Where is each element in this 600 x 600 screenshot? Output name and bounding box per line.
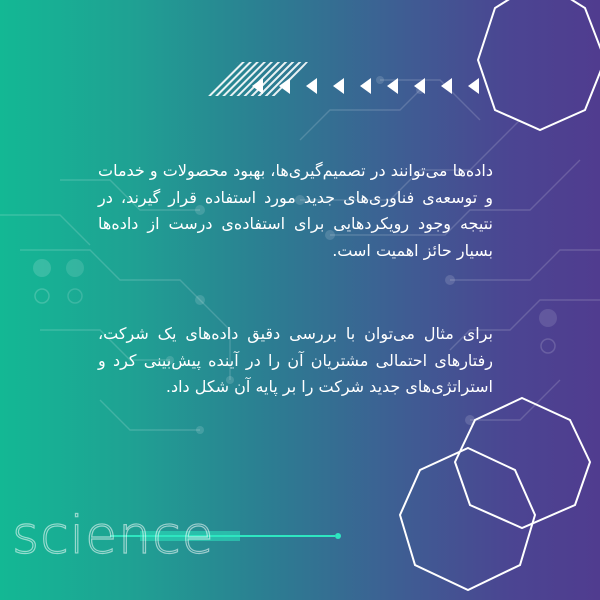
striped-accent-shape <box>208 62 308 96</box>
arrow-icon <box>360 78 371 94</box>
arrow-icon <box>468 78 479 94</box>
arrow-icon <box>441 78 452 94</box>
heptagon-bottom-right <box>400 448 535 590</box>
paragraph-2: برای مثال می‌توان با بررسی دقیق داده‌های یک شرکت، رفتارهای احتمالی مشتریان آن را در آینده پیش‌بینی کرد و استراتژی‌های جدید شرکت را بر پایه آن شکل داد. <box>98 324 493 396</box>
arrow-icon <box>306 78 317 94</box>
arrow-icon <box>333 78 344 94</box>
watermark-word: science <box>12 506 215 566</box>
heptagon-top-right <box>478 0 600 130</box>
heptagon-outlines <box>400 0 600 590</box>
paragraph-1: داده‌ها می‌توانند در تصمیم‌گیری‌ها، بهبود محصولات و خدمات و توسعه‌ی فناوری‌های جدید مورد استفاده قرار گیرند، در نتیجه وجود رویکردهایی برای استفاده‌ی درست از داده‌ها بسیار حائز اهمیت است. <box>98 161 493 260</box>
